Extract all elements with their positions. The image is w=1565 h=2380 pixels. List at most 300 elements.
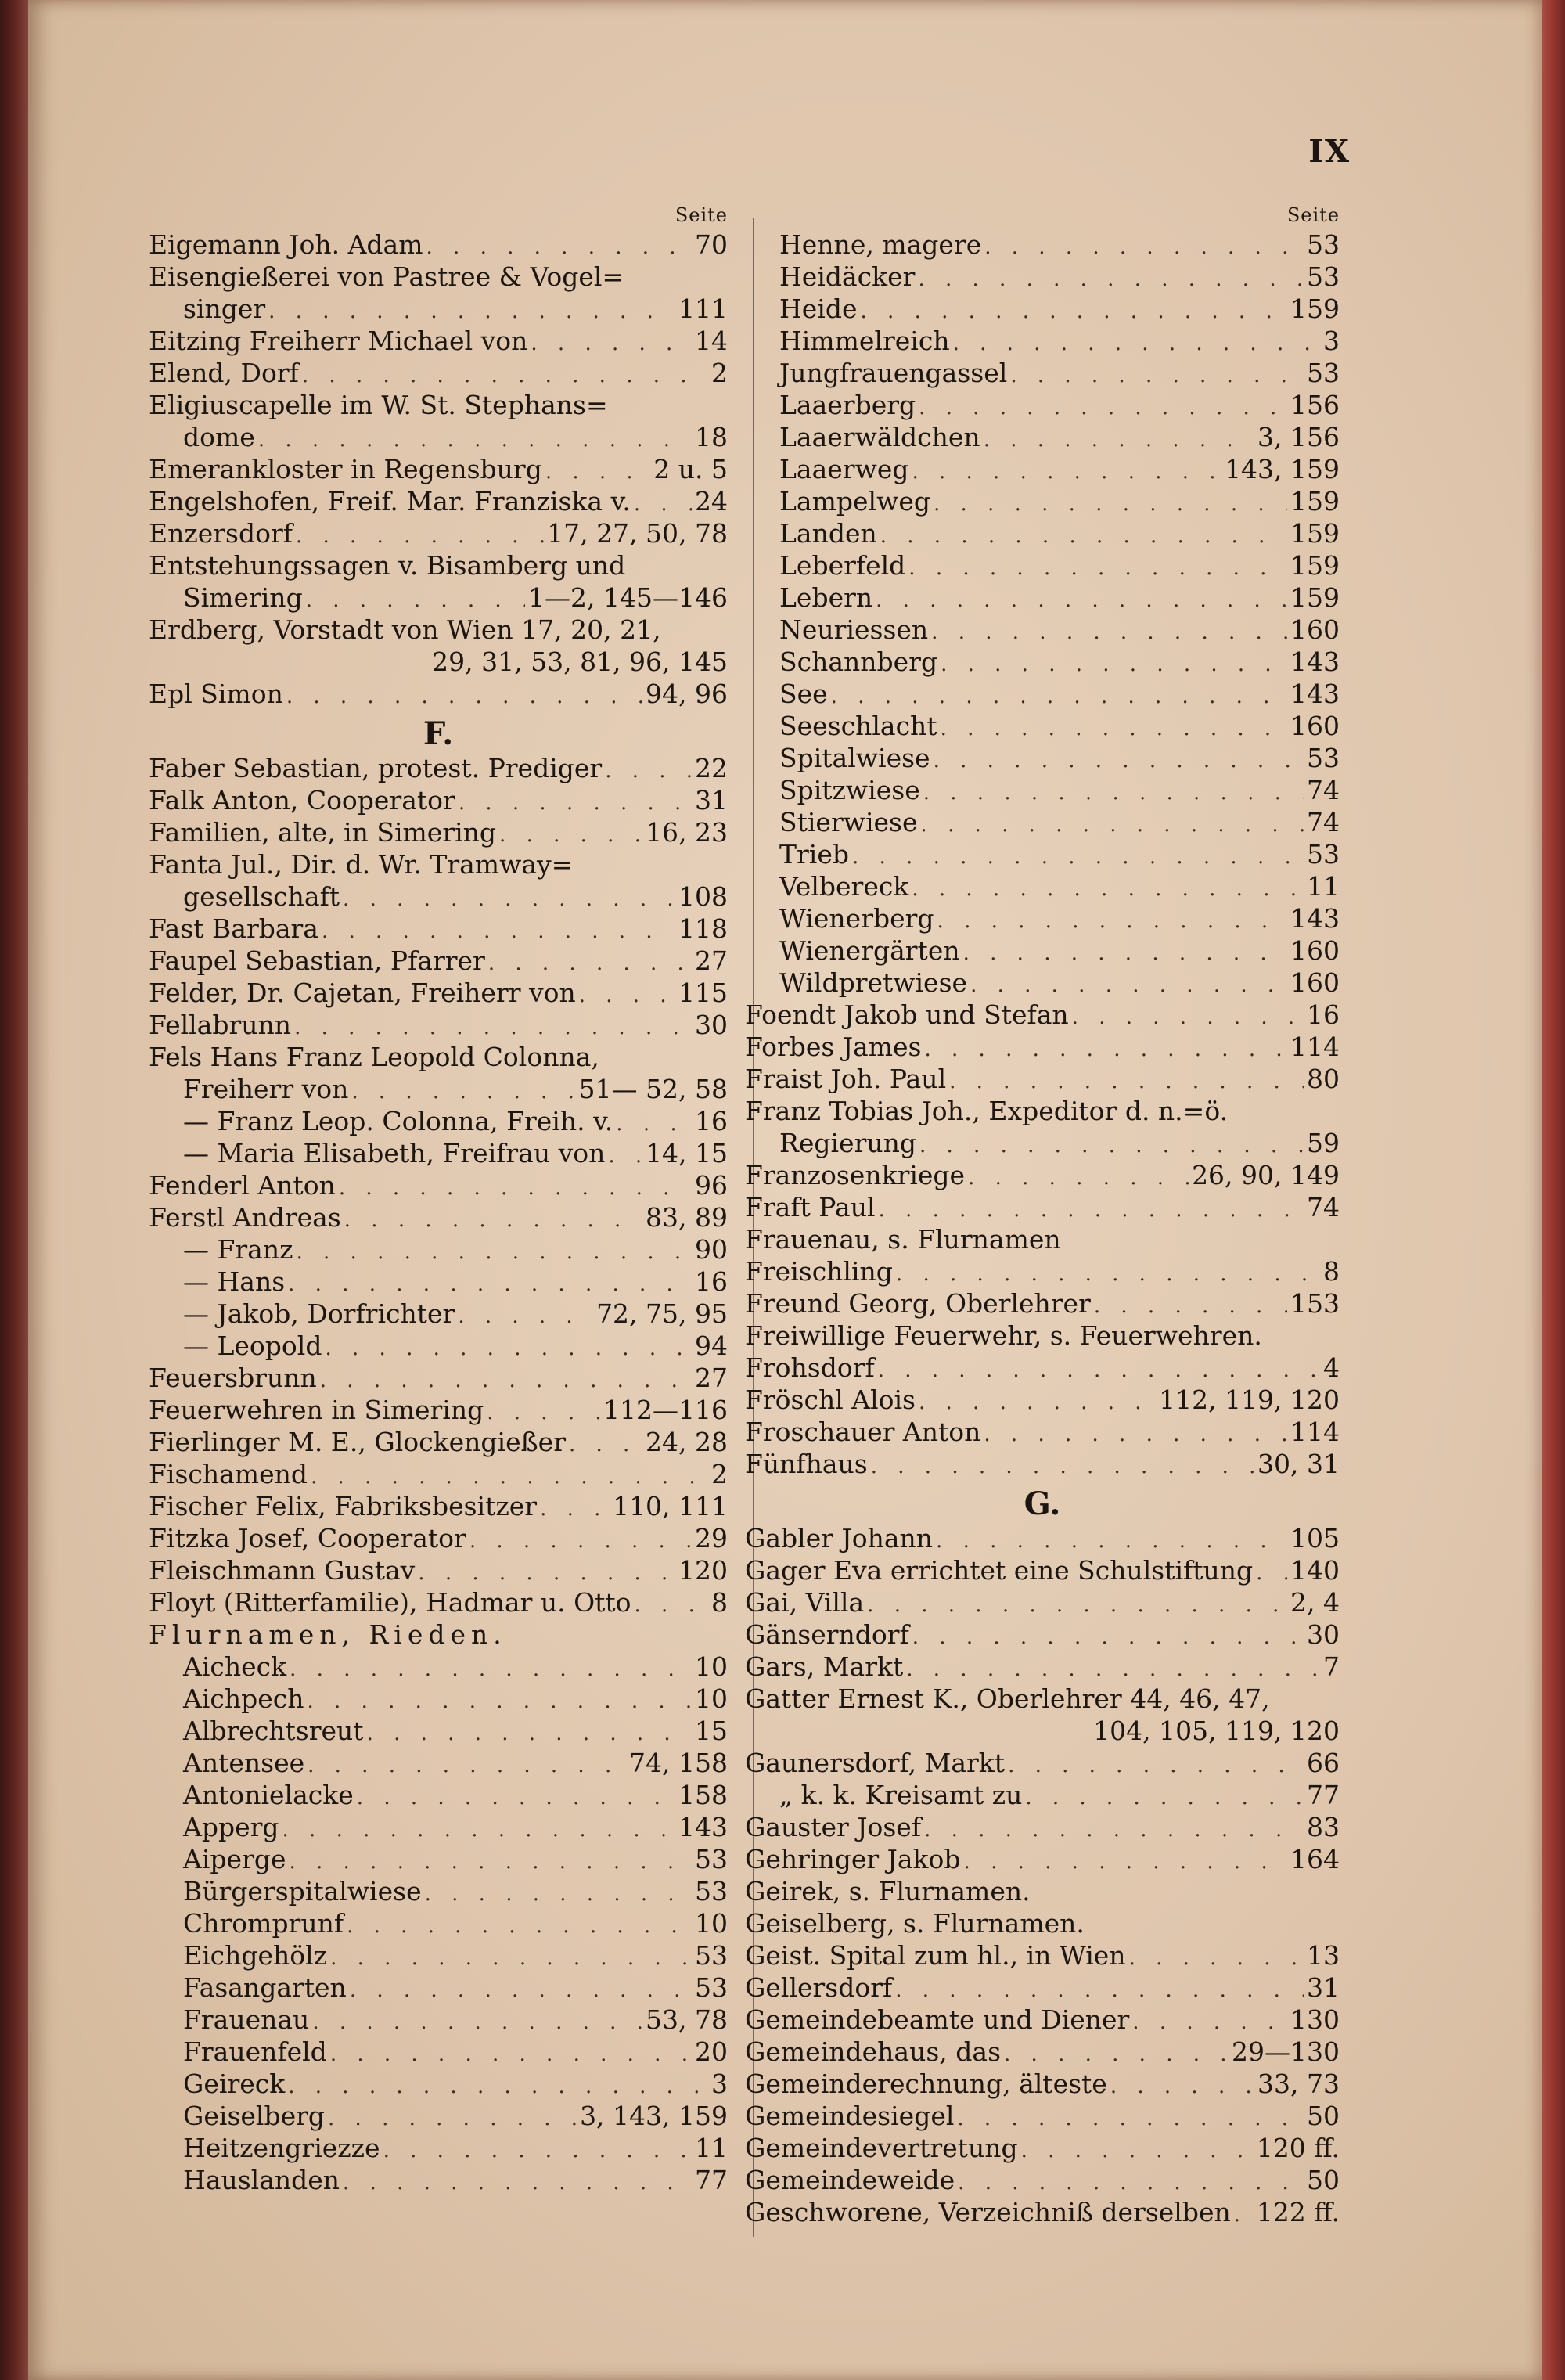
entry-pages: 53 xyxy=(1307,261,1340,292)
dot-leader xyxy=(330,1943,692,1975)
index-entry xyxy=(745,1651,1340,1683)
index-entry xyxy=(745,1287,1340,1320)
entry-text: Geschworene, Verzeichniß derselben xyxy=(745,2197,1231,2227)
dot-leader xyxy=(984,232,1304,264)
entry-pages: 13 xyxy=(1307,1940,1340,1971)
dot-leader xyxy=(867,1590,1287,1622)
entry-text: — Franz Leop. Colonna, Freih. v. xyxy=(183,1106,613,1136)
dot-leader xyxy=(1004,2039,1229,2071)
entry-pages: 158 xyxy=(678,1780,728,1810)
index-entry xyxy=(149,646,728,678)
entry-text: Frauenau xyxy=(183,2004,310,2035)
index-entry xyxy=(745,229,1340,261)
index-entry xyxy=(745,1384,1340,1416)
index-entry xyxy=(745,2004,1340,2036)
entry-text: Laaerwäldchen xyxy=(779,422,980,452)
entry-pages: 105 xyxy=(1290,1523,1340,1554)
entry-text: See xyxy=(779,679,828,709)
index-entry xyxy=(745,902,1340,934)
entry-pages: 29—130 xyxy=(1232,2036,1340,2067)
index-entry xyxy=(745,1320,1340,1352)
entry-text: Feuerwehren in Simering xyxy=(149,1395,484,1425)
index-entry xyxy=(149,1394,728,1426)
index-entry xyxy=(149,1779,728,1811)
dot-leader xyxy=(258,424,692,456)
index-group-g xyxy=(745,1522,1340,2228)
entry-text: Freund Georg, Oberlehrer xyxy=(745,1288,1091,1319)
index-entry xyxy=(149,1009,728,1041)
dot-leader xyxy=(311,1461,708,1493)
entry-text: Eigemann Joh. Adam xyxy=(149,229,423,260)
index-entry xyxy=(149,1169,728,1201)
index-entry xyxy=(149,2068,728,2100)
dot-leader xyxy=(1094,1291,1287,1323)
dot-leader xyxy=(919,392,1287,424)
index-entry xyxy=(149,1298,728,1330)
index-entry xyxy=(745,1843,1340,1875)
flurnamen-heading: Flurnamen, Rieden. xyxy=(149,1619,507,1650)
index-entry xyxy=(745,325,1340,357)
entry-pages: 24 xyxy=(695,486,728,517)
index-entry xyxy=(149,752,728,784)
index-entry xyxy=(149,1971,728,2004)
index-entry xyxy=(745,421,1340,453)
dot-leader xyxy=(912,873,1304,906)
entry-pages: 160 xyxy=(1290,935,1340,966)
entry-text: Fraft Paul xyxy=(745,1192,876,1222)
entry-text: Antonielacke xyxy=(183,1780,354,1810)
entry-pages: 159 xyxy=(1290,582,1340,613)
entry-text: Spitalwiese xyxy=(779,743,930,773)
entry-text: — Leopold xyxy=(183,1330,322,1361)
entry-text: Gaunersdorf, Markt xyxy=(745,1748,1006,1778)
index-entry xyxy=(149,1201,728,1233)
index-entry xyxy=(745,1159,1340,1191)
entry-text: Wienerberg xyxy=(779,903,934,934)
dot-leader xyxy=(308,1750,626,1782)
dot-leader xyxy=(921,809,1304,841)
entry-pages: 74 xyxy=(1307,1192,1340,1222)
entry-pages: 94 xyxy=(695,1330,728,1361)
index-entry xyxy=(149,1233,728,1266)
index-entry xyxy=(745,1747,1340,1779)
index-entry xyxy=(745,581,1340,614)
entry-pages: 27 xyxy=(695,945,728,976)
entry-text: Simering xyxy=(183,582,303,613)
entry-text: Laaerweg xyxy=(779,454,909,484)
index-entry xyxy=(149,1939,728,1971)
index-entry xyxy=(149,549,728,581)
entry-pages: 59 xyxy=(1307,1128,1340,1158)
entry-pages: 120 xyxy=(678,1555,728,1586)
index-entry xyxy=(745,1127,1340,1159)
index-entry xyxy=(149,614,728,646)
entry-text: Familien, alte, in Simering xyxy=(149,817,497,848)
entry-text: Falk Anton, Cooperator xyxy=(149,785,455,816)
entry-text: Frohsdorf xyxy=(745,1352,875,1383)
entry-pages: 22 xyxy=(695,753,728,783)
dot-leader xyxy=(545,456,650,488)
entry-pages: 53 xyxy=(1307,839,1340,870)
entry-pages: 1—2, 145—146 xyxy=(528,582,728,613)
entry-text: „ k. k. Kreisamt zu xyxy=(779,1780,1023,1810)
dot-leader xyxy=(923,777,1304,809)
dot-leader xyxy=(936,1525,1287,1557)
dot-leader xyxy=(953,328,1320,360)
index-entry xyxy=(149,1137,728,1169)
index-entry xyxy=(745,742,1340,774)
entry-pages: 16 xyxy=(695,1266,728,1297)
index-entry xyxy=(149,325,728,357)
dot-leader xyxy=(1072,1002,1304,1034)
entry-text: Froschauer Anton xyxy=(745,1417,981,1447)
entry-text: Frauenau, s. Flurnamen xyxy=(745,1224,1061,1255)
index-entry xyxy=(745,2164,1340,2196)
index-entry xyxy=(745,485,1340,517)
entry-text: Trieb xyxy=(779,839,849,870)
book-spine-edge xyxy=(0,0,31,2380)
dot-leader xyxy=(1025,1782,1304,1814)
dot-leader xyxy=(288,2071,708,2103)
entry-text: Gars, Markt xyxy=(745,1651,904,1682)
seite-label: Seite xyxy=(1286,204,1340,226)
entry-text: Franzosenkriege xyxy=(745,1160,966,1190)
entry-pages: 80 xyxy=(1307,1064,1340,1094)
entry-text: Gemeindesiegel xyxy=(745,2101,955,2131)
entry-text: Erdberg, Vorstadt von Wien 17, 20, 21, xyxy=(149,614,661,645)
entry-pages: 10 xyxy=(695,1908,728,1939)
index-entry xyxy=(149,1683,728,1715)
entry-pages: 111 xyxy=(678,293,728,324)
entry-text: Aichpech xyxy=(183,1683,304,1714)
entry-text: Bürgerspitalwiese xyxy=(183,1876,422,1907)
entry-pages: 14 xyxy=(695,326,728,356)
index-entry xyxy=(149,1073,728,1105)
entry-text: Freischling xyxy=(745,1256,893,1287)
index-entry xyxy=(745,678,1340,710)
dot-leader xyxy=(878,1355,1320,1387)
entry-pages: 122 ff. xyxy=(1256,2197,1340,2227)
entry-text: Gänserndorf xyxy=(745,1619,909,1650)
entry-text: Geirek, s. Flurnamen. xyxy=(745,1876,1031,1907)
entry-pages: 16 xyxy=(1307,999,1340,1030)
entry-pages: 159 xyxy=(1290,293,1340,324)
index-entry xyxy=(149,2132,728,2164)
index-entry xyxy=(149,1362,728,1394)
dot-leader xyxy=(425,1878,692,1910)
entry-pages: 159 xyxy=(1290,486,1340,517)
entry-text: Geireck xyxy=(183,2069,286,2099)
entry-text: Fanta Jul., Dir. d. Wr. Tramway= xyxy=(149,849,574,880)
dot-leader xyxy=(296,1237,692,1269)
entry-pages: 14, 15 xyxy=(646,1138,728,1168)
entry-pages: 26, 90, 149 xyxy=(1192,1160,1340,1190)
entry-pages: 96 xyxy=(695,1170,728,1201)
dot-leader xyxy=(912,1622,1304,1654)
dot-leader xyxy=(458,1301,593,1333)
entry-text: Regierung xyxy=(779,1128,916,1158)
entry-pages: 18 xyxy=(695,422,728,452)
entry-pages: 53 xyxy=(695,1876,728,1907)
dot-leader xyxy=(531,328,692,360)
dot-leader xyxy=(984,424,1254,456)
entry-text: Stierwiese xyxy=(779,807,918,837)
dot-leader xyxy=(294,1012,692,1044)
index-entry xyxy=(745,517,1340,549)
dot-leader xyxy=(308,1686,692,1718)
entry-pages: 115 xyxy=(678,978,728,1008)
dot-leader xyxy=(470,1525,692,1557)
entry-pages: 2, 4 xyxy=(1290,1587,1340,1618)
entry-text: Elend, Dorf xyxy=(149,358,299,388)
entry-pages: 70 xyxy=(695,229,728,260)
entry-text: Feuersbrunn xyxy=(149,1363,317,1393)
dot-leader xyxy=(499,819,642,852)
dot-leader xyxy=(343,884,675,916)
left-column xyxy=(149,205,728,2196)
index-entry xyxy=(149,1586,728,1618)
index-entry xyxy=(745,934,1340,967)
index-entry xyxy=(745,967,1340,999)
entry-pages: 83 xyxy=(1307,1812,1340,1842)
index-entry xyxy=(149,1907,728,1939)
index-entry xyxy=(149,2100,728,2132)
entry-pages: 120 ff. xyxy=(1256,2133,1340,2163)
entry-pages: 140 xyxy=(1290,1555,1340,1586)
index-entry xyxy=(149,2036,728,2068)
dot-leader xyxy=(1010,360,1304,392)
dot-leader xyxy=(357,1782,675,1814)
entry-pages: 31 xyxy=(695,785,728,816)
index-entry xyxy=(745,710,1340,742)
entry-pages: 159 xyxy=(1290,518,1340,549)
dot-leader xyxy=(608,1140,642,1172)
index-entry xyxy=(745,261,1340,293)
index-entry xyxy=(745,1063,1340,1095)
entry-pages: 143 xyxy=(1290,646,1340,677)
entry-text: Fleischmann Gustav xyxy=(149,1555,416,1586)
dot-leader xyxy=(339,1172,692,1204)
entry-text: Freiherr von xyxy=(183,1074,349,1104)
index-group-f xyxy=(149,752,728,1618)
entry-pages: 2 u. 5 xyxy=(653,454,728,484)
entry-pages: 77 xyxy=(695,2165,728,2195)
entry-text: Ferstl Andreas xyxy=(149,1202,341,1233)
entry-pages: 50 xyxy=(1307,2165,1340,2195)
entry-pages: 143, 159 xyxy=(1225,454,1340,484)
entry-text: Fenderl Anton xyxy=(149,1170,336,1201)
dot-leader xyxy=(487,1397,600,1429)
dot-leader xyxy=(569,1429,642,1461)
entry-pages: 130 xyxy=(1290,2004,1340,2035)
dot-leader xyxy=(937,906,1287,938)
entry-text: Forbes James xyxy=(745,1032,922,1062)
entry-pages: 51— 52, 58 xyxy=(578,1074,728,1104)
entry-text: Gemeindevertretung xyxy=(745,2133,1018,2163)
dot-leader xyxy=(426,232,692,264)
dot-leader xyxy=(1256,1557,1287,1590)
index-entry xyxy=(149,945,728,977)
letter-heading-g: G. xyxy=(1024,1485,1061,1522)
index-entry xyxy=(745,1811,1340,1843)
entry-text: Jungfrauengassel xyxy=(779,358,1008,388)
entry-pages: 83, 89 xyxy=(646,1202,728,1233)
entry-text: Lebern xyxy=(779,582,873,613)
index-entry xyxy=(745,774,1340,806)
index-entry xyxy=(745,1255,1340,1287)
index-entry xyxy=(149,1843,728,1875)
entry-text: Fischer Felix, Fabriksbesitzer xyxy=(149,1491,538,1521)
entry-text: Gellersdorf xyxy=(745,1972,893,2003)
dot-leader xyxy=(1129,1943,1304,1975)
entry-pages: 20 xyxy=(695,2036,728,2067)
dot-leader xyxy=(350,1975,692,2007)
dot-leader xyxy=(871,1451,1254,1483)
index-entry xyxy=(745,1095,1340,1127)
entry-pages: 8 xyxy=(1323,1256,1340,1287)
index-entry xyxy=(149,1105,728,1137)
dot-leader xyxy=(919,1130,1304,1162)
entry-pages: 24, 28 xyxy=(646,1427,728,1457)
entry-pages: 53, 78 xyxy=(646,2004,728,2035)
entry-text: Fels Hans Franz Leopold Colonna, xyxy=(149,1042,599,1072)
index-entry xyxy=(149,261,728,293)
entry-text: — Jakob, Dorfrichter xyxy=(183,1298,455,1329)
index-entry xyxy=(745,1875,1340,1907)
dot-leader xyxy=(605,755,692,787)
index-entry xyxy=(745,1586,1340,1618)
entry-pages: 159 xyxy=(1290,550,1340,581)
dot-leader xyxy=(852,841,1304,873)
entry-pages: 16 xyxy=(695,1106,728,1136)
index-group-e xyxy=(149,229,728,710)
index-entry xyxy=(149,517,728,549)
index-entry xyxy=(745,293,1340,325)
dot-leader xyxy=(912,456,1221,488)
entry-text: Gatter Ernest K., Oberlehrer 44, 46, 47, xyxy=(745,1683,1270,1714)
entry-text: singer xyxy=(183,293,266,324)
dot-leader xyxy=(984,1419,1287,1451)
index-entry xyxy=(745,1779,1340,1811)
entry-text: 29, 31, 53, 81, 96, 145 xyxy=(432,646,728,677)
dot-leader xyxy=(941,649,1287,681)
entry-pages: 15 xyxy=(695,1716,728,1746)
entry-text: Henne, magere xyxy=(779,229,982,260)
index-entry xyxy=(149,389,728,421)
dot-leader xyxy=(949,1066,1304,1098)
entry-text: Neuriessen xyxy=(779,614,929,645)
entry-text: Gemeinderechnung, älteste xyxy=(745,2069,1107,2099)
dot-leader xyxy=(831,681,1287,713)
entry-text: Eisengießerei von Pastree & Vogel= xyxy=(149,261,624,292)
entry-pages: 17, 27, 50, 78 xyxy=(547,518,728,549)
entry-text: Himmelreich xyxy=(779,326,950,356)
entry-text: — Maria Elisabeth, Freifrau von xyxy=(183,1138,606,1168)
entry-pages: 27 xyxy=(695,1363,728,1393)
entry-text: Floyt (Ritterfamilie), Hadmar u. Otto xyxy=(149,1587,631,1618)
index-entry xyxy=(745,806,1340,838)
index-entry xyxy=(149,1490,728,1522)
entry-text: Seeschlacht xyxy=(779,711,937,741)
index-entry xyxy=(149,357,728,389)
dot-leader xyxy=(1021,2135,1254,2167)
dot-leader xyxy=(931,617,1287,649)
index-entry xyxy=(149,453,728,485)
entry-text: Gauster Josef xyxy=(745,1812,922,1842)
index-entry xyxy=(745,2132,1340,2164)
index-entry xyxy=(149,1426,728,1458)
dot-leader xyxy=(306,585,525,617)
entry-pages: 143 xyxy=(678,1812,728,1842)
entry-text: Frauenfeld xyxy=(183,2036,327,2067)
index-entry xyxy=(745,1448,1340,1480)
entry-text: Aicheck xyxy=(183,1651,287,1682)
entry-text: Antensee xyxy=(183,1748,305,1778)
entry-text: Gemeindehaus, das xyxy=(745,2036,1002,2067)
index-entry xyxy=(149,880,728,913)
entry-pages: 108 xyxy=(678,881,728,912)
dot-leader xyxy=(288,1269,692,1301)
entry-text: Laaerberg xyxy=(779,390,916,420)
index-entry xyxy=(745,1031,1340,1063)
index-group-f-cont xyxy=(745,999,1340,1480)
index-entry xyxy=(149,1522,728,1554)
dot-leader xyxy=(488,948,692,980)
entry-pages: 10 xyxy=(695,1651,728,1682)
index-entry xyxy=(149,1811,728,1843)
entry-text: Gager Eva errichtet eine Schulstiftung xyxy=(745,1555,1254,1586)
index-entry xyxy=(745,646,1340,678)
entry-text: Enzersdorf xyxy=(149,518,293,549)
entry-text: Fierlinger M. E., Glockengießer xyxy=(149,1427,566,1457)
entry-text: Eichgehölz xyxy=(183,1940,328,1971)
dot-leader xyxy=(958,2167,1304,2199)
dot-leader xyxy=(880,520,1287,553)
entry-pages: 33, 73 xyxy=(1257,2069,1340,2099)
entry-pages: 112, 119, 120 xyxy=(1159,1384,1340,1415)
entry-pages: 53 xyxy=(695,1972,728,2003)
entry-text: Wienergärten xyxy=(779,935,960,966)
index-entry xyxy=(149,581,728,614)
entry-pages: 94, 96 xyxy=(646,679,728,709)
entry-pages: 114 xyxy=(1290,1032,1340,1062)
entry-text: Eligiuscapelle im W. St. Stephans= xyxy=(149,390,608,420)
dot-leader xyxy=(964,1846,1287,1878)
entry-text: — Franz xyxy=(183,1234,293,1265)
index-entry xyxy=(745,838,1340,870)
entry-pages: 53 xyxy=(1307,358,1340,388)
index-entry xyxy=(149,1747,728,1779)
index-entry xyxy=(149,977,728,1009)
dot-leader xyxy=(286,681,642,713)
index-entry xyxy=(149,1875,728,1907)
dot-leader xyxy=(328,2103,577,2135)
dot-leader xyxy=(347,1910,692,1943)
entry-text: dome xyxy=(183,422,255,452)
dot-leader xyxy=(540,1493,610,1525)
entry-text: Geiselberg, s. Flurnamen. xyxy=(745,1908,1085,1939)
index-entry xyxy=(745,2068,1340,2100)
index-entry xyxy=(745,1191,1340,1223)
index-entry xyxy=(149,293,728,325)
index-entry xyxy=(745,357,1340,389)
index-entry xyxy=(149,229,728,261)
entry-text: Landen xyxy=(779,518,877,549)
entry-text: Heide xyxy=(779,293,858,324)
entry-text: Fischamend xyxy=(149,1459,308,1489)
index-entry xyxy=(745,2196,1340,2228)
entry-text: Fast Barbara xyxy=(149,913,318,944)
